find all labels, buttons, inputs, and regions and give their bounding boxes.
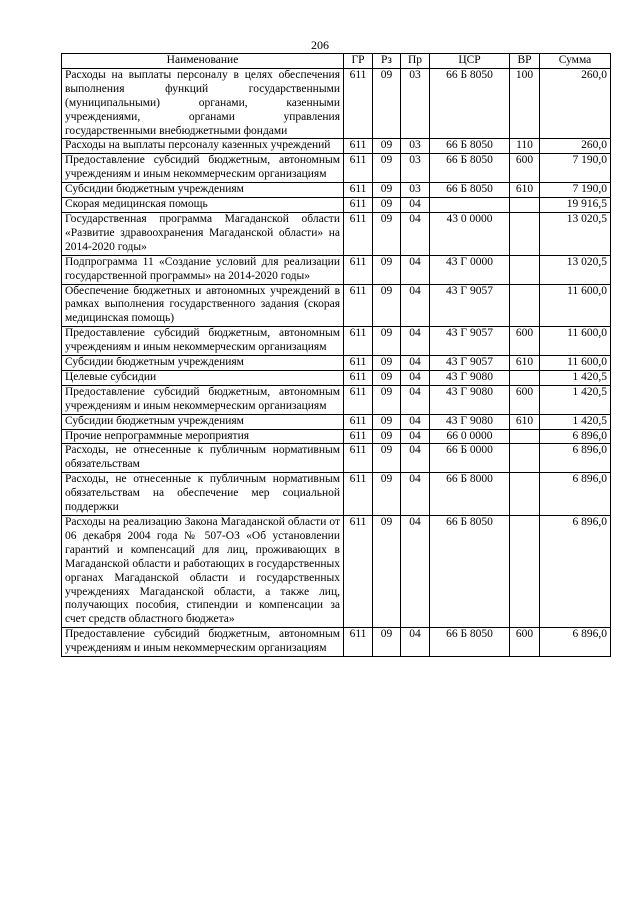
cell-vr: 600 xyxy=(510,385,540,414)
cell-csr: 66 Б 8050 xyxy=(430,154,510,183)
cell-pr: 04 xyxy=(401,284,430,327)
cell-gr: 611 xyxy=(344,154,373,183)
cell-sum: 7 190,0 xyxy=(540,183,611,198)
cell-gr: 611 xyxy=(344,473,373,516)
cell-name: Предоставление субсидий бюджетным, автономным учреждениям и иным некоммерческим организациям xyxy=(62,385,344,414)
cell-sum: 1 420,5 xyxy=(540,385,611,414)
cell-pr: 03 xyxy=(401,183,430,198)
table-row xyxy=(62,628,611,657)
cell-sum: 260,0 xyxy=(540,139,611,154)
table-row xyxy=(62,68,611,139)
cell-rz: 09 xyxy=(373,154,401,183)
cell-name: Обеспечение бюджетных и автономных учреждений в рамках выполнения государственного задания (скорая медицинская помощь) xyxy=(62,284,344,327)
cell-csr: 43 Г 9057 xyxy=(430,327,510,356)
cell-pr: 04 xyxy=(401,212,430,255)
cell-sum: 6 896,0 xyxy=(540,628,611,657)
cell-rz: 09 xyxy=(373,628,401,657)
cell-csr: 66 Б 8050 xyxy=(430,516,510,628)
cell-sum: 1 420,5 xyxy=(540,370,611,385)
cell-gr: 611 xyxy=(344,68,373,139)
cell-gr: 611 xyxy=(344,444,373,473)
cell-csr: 43 0 0000 xyxy=(430,212,510,255)
table-row xyxy=(62,414,611,429)
cell-name: Расходы, не отнесенные к публичным нормативным обязательствам xyxy=(62,444,344,473)
cell-sum: 13 020,5 xyxy=(540,255,611,284)
cell-gr: 611 xyxy=(344,327,373,356)
cell-gr: 611 xyxy=(344,139,373,154)
cell-vr: 110 xyxy=(510,139,540,154)
cell-vr: 600 xyxy=(510,327,540,356)
cell-rz: 09 xyxy=(373,284,401,327)
cell-rz: 09 xyxy=(373,198,401,213)
cell-pr: 04 xyxy=(401,385,430,414)
cell-name: Расходы на выплаты персоналу казенных учреждений xyxy=(62,139,344,154)
cell-rz: 09 xyxy=(373,356,401,371)
cell-pr: 04 xyxy=(401,628,430,657)
page-number: 206 xyxy=(311,38,329,52)
column-header-gr: ГР xyxy=(344,54,373,69)
cell-gr: 611 xyxy=(344,414,373,429)
cell-gr: 611 xyxy=(344,516,373,628)
cell-rz: 09 xyxy=(373,429,401,444)
cell-gr: 611 xyxy=(344,370,373,385)
cell-csr: 66 Б 8050 xyxy=(430,628,510,657)
cell-pr: 04 xyxy=(401,429,430,444)
cell-gr: 611 xyxy=(344,212,373,255)
column-header-rz: Рз xyxy=(373,54,401,69)
cell-sum: 6 896,0 xyxy=(540,444,611,473)
table-row xyxy=(62,444,611,473)
cell-vr: 600 xyxy=(510,154,540,183)
cell-csr: 43 Г 0000 xyxy=(430,255,510,284)
cell-csr: 66 Б 8050 xyxy=(430,139,510,154)
cell-gr: 611 xyxy=(344,356,373,371)
cell-pr: 03 xyxy=(401,154,430,183)
cell-name: Предоставление субсидий бюджетным, автономным учреждениям и иным некоммерческим организациям xyxy=(62,327,344,356)
cell-rz: 09 xyxy=(373,327,401,356)
cell-sum: 1 420,5 xyxy=(540,414,611,429)
cell-pr: 04 xyxy=(401,473,430,516)
table-row xyxy=(62,139,611,154)
table-row xyxy=(62,385,611,414)
cell-pr: 04 xyxy=(401,414,430,429)
cell-name: Субсидии бюджетным учреждениям xyxy=(62,356,344,371)
table-row xyxy=(62,212,611,255)
cell-rz: 09 xyxy=(373,414,401,429)
table-row xyxy=(62,284,611,327)
table-row xyxy=(62,183,611,198)
cell-pr: 04 xyxy=(401,444,430,473)
cell-vr xyxy=(510,212,540,255)
cell-rz: 09 xyxy=(373,68,401,139)
cell-gr: 611 xyxy=(344,183,373,198)
cell-sum: 11 600,0 xyxy=(540,327,611,356)
table-row xyxy=(62,154,611,183)
cell-rz: 09 xyxy=(373,183,401,198)
cell-name: Прочие непрограммные мероприятия xyxy=(62,429,344,444)
column-header-sum: Сумма xyxy=(540,54,611,69)
cell-gr: 611 xyxy=(344,429,373,444)
cell-pr: 03 xyxy=(401,68,430,139)
cell-pr: 04 xyxy=(401,327,430,356)
cell-csr: 66 0 0000 xyxy=(430,429,510,444)
cell-sum: 11 600,0 xyxy=(540,284,611,327)
cell-vr xyxy=(510,198,540,213)
table-body xyxy=(62,68,611,656)
column-header-pr: Пр xyxy=(401,54,430,69)
cell-name: Скорая медицинская помощь xyxy=(62,198,344,213)
cell-csr: 43 Г 9080 xyxy=(430,385,510,414)
cell-gr: 611 xyxy=(344,284,373,327)
table-row xyxy=(62,356,611,371)
cell-name: Целевые субсидии xyxy=(62,370,344,385)
cell-rz: 09 xyxy=(373,255,401,284)
cell-vr: 610 xyxy=(510,356,540,371)
table-row xyxy=(62,198,611,213)
cell-vr: 610 xyxy=(510,183,540,198)
table-row xyxy=(62,255,611,284)
cell-name: Расходы, не отнесенные к публичным нормативным обязательствам на обеспечение мер социальной поддержки xyxy=(62,473,344,516)
cell-csr: 66 Б 0000 xyxy=(430,444,510,473)
cell-csr: 66 Б 8050 xyxy=(430,68,510,139)
cell-sum: 19 916,5 xyxy=(540,198,611,213)
budget-table xyxy=(61,53,611,657)
cell-csr: 43 Г 9057 xyxy=(430,284,510,327)
cell-name: Предоставление субсидий бюджетным, автономным учреждениям и иным некоммерческим организациям xyxy=(62,628,344,657)
cell-gr: 611 xyxy=(344,255,373,284)
cell-gr: 611 xyxy=(344,628,373,657)
cell-name: Предоставление субсидий бюджетным, автономным учреждениям и иным некоммерческим организациям xyxy=(62,154,344,183)
cell-vr xyxy=(510,284,540,327)
table-row xyxy=(62,429,611,444)
cell-sum: 260,0 xyxy=(540,68,611,139)
table-header-row xyxy=(62,54,611,69)
cell-name: Субсидии бюджетным учреждениям xyxy=(62,414,344,429)
cell-pr: 04 xyxy=(401,198,430,213)
cell-rz: 09 xyxy=(373,473,401,516)
cell-name: Расходы на реализацию Закона Магаданской области от 06 декабря 2004 года № 507-ОЗ «Об установлении гарантий и компенсаций для лиц, проживающих в Магаданской области и работающих в государственных органах Магаданской области и государственных учреждениях Магаданской области, а также лиц, получающих пособия, стипендии и компенсации за счет средств областного бюджета» xyxy=(62,516,344,628)
cell-pr: 04 xyxy=(401,356,430,371)
cell-csr: 43 Г 9080 xyxy=(430,370,510,385)
cell-name: Расходы на выплаты персоналу в целях обеспечения выполнения функций государственными (муниципальными) органами, казенными учреждениями, органами управления государственными внебюджетными фондами xyxy=(62,68,344,139)
cell-pr: 03 xyxy=(401,139,430,154)
cell-csr: 66 Б 8050 xyxy=(430,183,510,198)
cell-vr: 600 xyxy=(510,628,540,657)
cell-name: Государственная программа Магаданской области «Развитие здравоохранения Магаданской области» на 2014-2020 годы» xyxy=(62,212,344,255)
cell-rz: 09 xyxy=(373,212,401,255)
cell-sum: 11 600,0 xyxy=(540,356,611,371)
cell-csr: 43 Г 9057 xyxy=(430,356,510,371)
cell-name: Подпрограмма 11 «Создание условий для реализации государственной программы» на 2014-2020 годы» xyxy=(62,255,344,284)
table-row xyxy=(62,370,611,385)
cell-rz: 09 xyxy=(373,516,401,628)
cell-vr xyxy=(510,255,540,284)
cell-rz: 09 xyxy=(373,370,401,385)
cell-rz: 09 xyxy=(373,444,401,473)
cell-vr: 610 xyxy=(510,414,540,429)
cell-csr xyxy=(430,198,510,213)
cell-vr xyxy=(510,370,540,385)
cell-sum: 7 190,0 xyxy=(540,154,611,183)
table-row xyxy=(62,327,611,356)
cell-gr: 611 xyxy=(344,198,373,213)
cell-vr: 100 xyxy=(510,68,540,139)
cell-rz: 09 xyxy=(373,139,401,154)
cell-sum: 6 896,0 xyxy=(540,516,611,628)
cell-vr xyxy=(510,473,540,516)
cell-pr: 04 xyxy=(401,370,430,385)
cell-rz: 09 xyxy=(373,385,401,414)
table-row xyxy=(62,473,611,516)
column-header-csr: ЦСР xyxy=(430,54,510,69)
cell-vr xyxy=(510,516,540,628)
cell-pr: 04 xyxy=(401,516,430,628)
column-header-vr: ВР xyxy=(510,54,540,69)
cell-pr: 04 xyxy=(401,255,430,284)
cell-csr: 43 Г 9080 xyxy=(430,414,510,429)
cell-sum: 6 896,0 xyxy=(540,429,611,444)
cell-vr xyxy=(510,429,540,444)
table-row xyxy=(62,516,611,628)
cell-gr: 611 xyxy=(344,385,373,414)
column-header-name: Наименование xyxy=(62,54,344,69)
cell-vr xyxy=(510,444,540,473)
cell-csr: 66 Б 8000 xyxy=(430,473,510,516)
cell-sum: 13 020,5 xyxy=(540,212,611,255)
cell-sum: 6 896,0 xyxy=(540,473,611,516)
cell-name: Субсидии бюджетным учреждениям xyxy=(62,183,344,198)
